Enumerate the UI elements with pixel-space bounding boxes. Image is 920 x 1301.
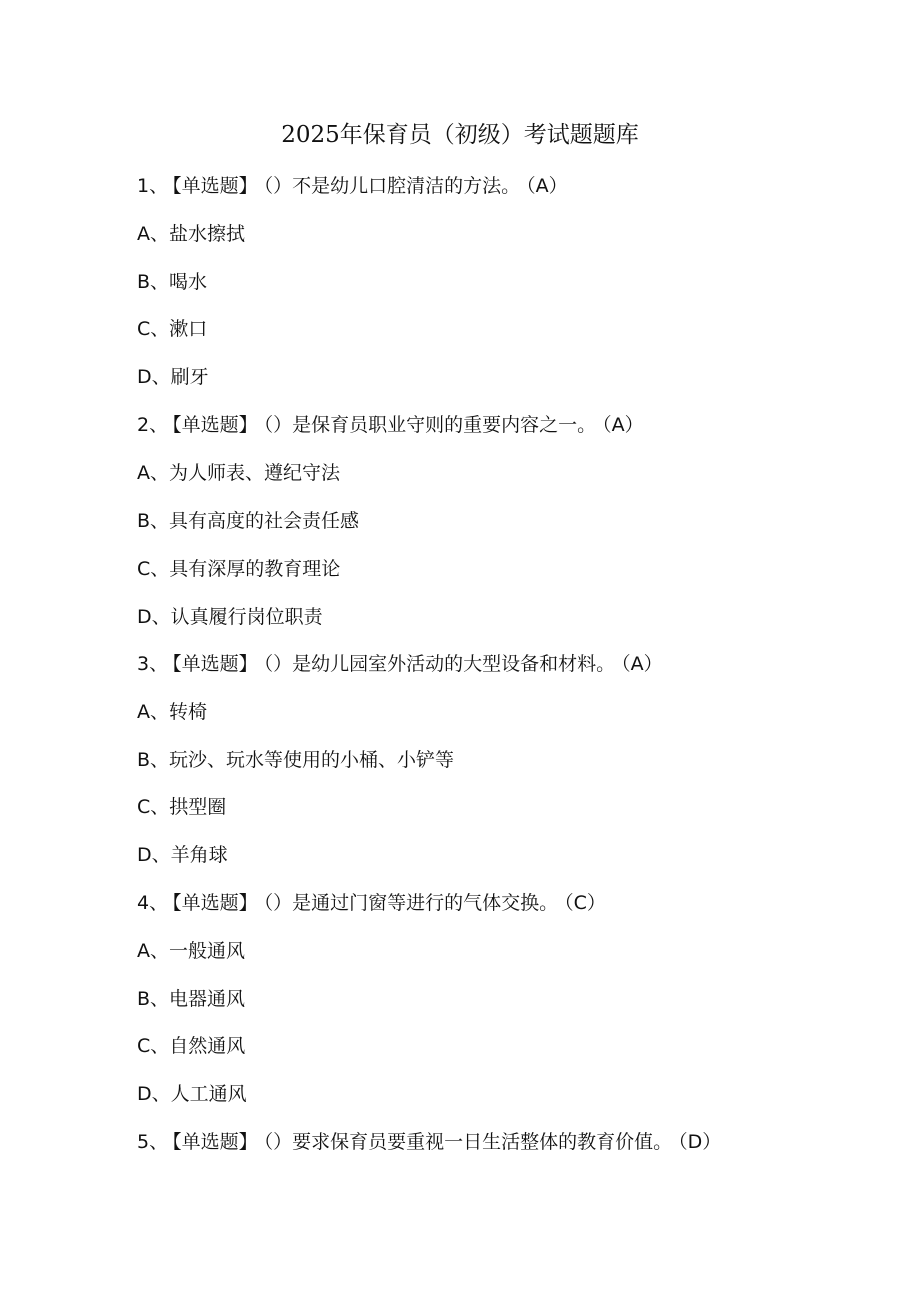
option-text: 具有深厚的教育理论 xyxy=(169,558,341,580)
option-2d xyxy=(137,603,323,631)
option-key: A、 xyxy=(137,701,169,723)
option-3b xyxy=(137,746,454,774)
question-type: 【单选题】 xyxy=(172,1131,258,1153)
question-text: （）是保育员职业守则的重要内容之一。 xyxy=(263,414,597,436)
option-key: B、 xyxy=(137,749,170,771)
option-text: 人工通风 xyxy=(170,1083,247,1105)
question-1 xyxy=(137,172,568,200)
option-key: B、 xyxy=(137,271,170,293)
option-1c xyxy=(137,315,207,343)
option-key: D、 xyxy=(137,1083,171,1105)
question-text: （）是通过门窗等进行的气体交换。 xyxy=(263,892,559,914)
question-4 xyxy=(137,889,606,917)
page-title: 2025年保育员（初级）考试题题库 xyxy=(281,122,639,148)
question-type: 【单选题】 xyxy=(172,175,258,197)
option-key: A、 xyxy=(137,462,169,484)
option-key: A、 xyxy=(137,223,169,245)
option-3c xyxy=(137,793,226,821)
question-type: 【单选题】 xyxy=(172,414,258,436)
option-key: C、 xyxy=(137,558,170,580)
option-text: 为人师表、遵纪守法 xyxy=(169,462,341,484)
question-answer: （A） xyxy=(602,414,644,436)
option-text: 具有高度的社会责任感 xyxy=(169,510,360,532)
question-type: 【单选题】 xyxy=(172,653,258,675)
option-text: 刷牙 xyxy=(170,366,209,388)
option-text: 拱型圈 xyxy=(169,796,227,818)
question-number: 1、 xyxy=(137,175,169,197)
question-answer: （C） xyxy=(564,892,606,914)
option-text: 转椅 xyxy=(169,701,208,723)
question-type: 【单选题】 xyxy=(172,892,258,914)
question-number: 4、 xyxy=(137,892,169,914)
option-text: 喝水 xyxy=(169,271,208,293)
option-text: 认真履行岗位职责 xyxy=(170,606,323,628)
question-number: 5、 xyxy=(137,1131,169,1153)
option-text: 玩沙、玩水等使用的小桶、小铲等 xyxy=(169,749,455,771)
option-text: 自然通风 xyxy=(169,1035,246,1057)
question-text: （）不是幼儿口腔清洁的方法。 xyxy=(263,175,521,197)
option-key: C、 xyxy=(137,796,170,818)
option-1b xyxy=(137,268,207,296)
question-text: （）是幼儿园室外活动的大型设备和材料。 xyxy=(263,653,616,675)
option-key: B、 xyxy=(137,988,170,1010)
option-text: 一般通风 xyxy=(169,940,246,962)
option-1d xyxy=(137,363,209,391)
question-number: 2、 xyxy=(137,414,169,436)
question-text: （）要求保育员要重视一日生活整体的教育价值。 xyxy=(263,1131,673,1153)
question-answer: （D） xyxy=(678,1131,722,1153)
question-answer: （A） xyxy=(526,175,568,197)
option-3a xyxy=(137,698,207,726)
option-1a xyxy=(137,220,245,248)
option-2b xyxy=(137,507,359,535)
option-key: D、 xyxy=(137,366,171,388)
question-3 xyxy=(137,650,663,678)
question-5 xyxy=(137,1128,721,1156)
option-2c xyxy=(137,555,340,583)
question-number: 3、 xyxy=(137,653,169,675)
option-4d xyxy=(137,1080,247,1108)
option-key: C、 xyxy=(137,1035,170,1057)
option-text: 电器通风 xyxy=(169,988,246,1010)
option-key: B、 xyxy=(137,510,170,532)
option-4b xyxy=(137,985,245,1013)
option-key: D、 xyxy=(137,844,171,866)
option-key: D、 xyxy=(137,606,171,628)
option-key: C、 xyxy=(137,318,170,340)
option-3d xyxy=(137,841,228,869)
question-2 xyxy=(137,411,644,439)
option-text: 漱口 xyxy=(169,318,208,340)
option-4c xyxy=(137,1032,245,1060)
option-2a xyxy=(137,459,340,487)
option-text: 盐水擦拭 xyxy=(169,223,246,245)
option-4a xyxy=(137,937,245,965)
question-answer: （A） xyxy=(621,653,663,675)
option-text: 羊角球 xyxy=(170,844,228,866)
option-key: A、 xyxy=(137,940,169,962)
